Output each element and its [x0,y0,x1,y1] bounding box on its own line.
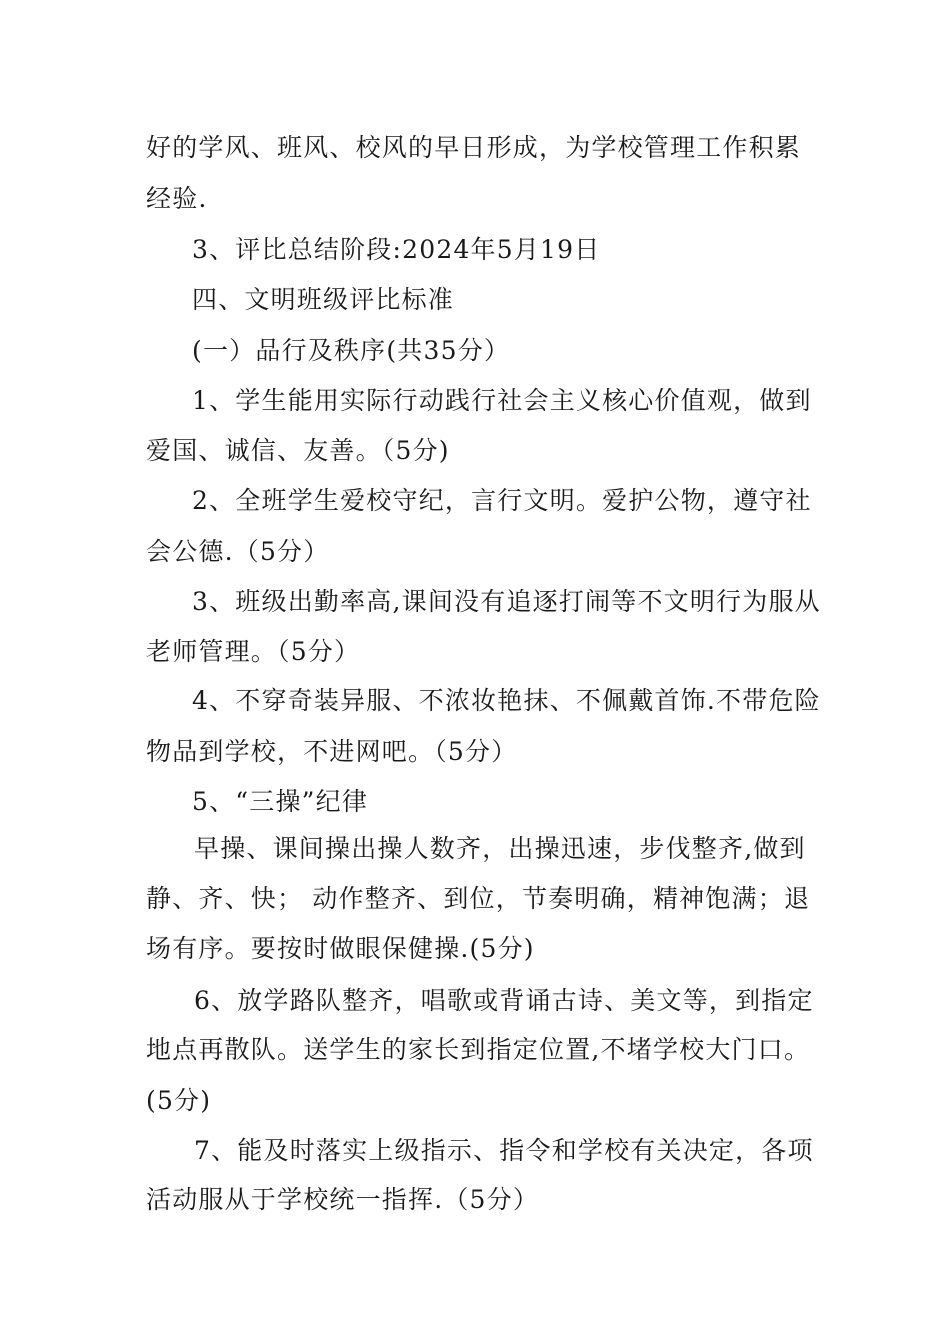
text-line: 会公德.（5分） [146,537,330,566]
text-line: 物品到学校，不进网吧。（5分） [146,737,518,766]
text-line: 经验. [146,184,208,213]
text-line: (5分) [146,1086,212,1115]
text-line: 活动服从于学校统一指挥.（5分） [146,1185,540,1214]
text-line: 静、齐、快； 动作整齐、到位，节奏明确，精神饱满；退 [146,884,811,913]
text-line: 老师管理。（5分） [146,637,361,666]
text-line: 早操、课间操出操人数齐，出操迅速，步伐整齐,做到 [194,834,806,863]
text-line: 4、不穿奇装异服、不浓妆艳抹、不佩戴首饰.不带危险 [192,686,821,715]
text-line: 3、评比总结阶段:2024年5月19日 [192,235,601,264]
text-line: 1、学生能用实际行动践行社会主义核心价值观，做到 [192,386,812,415]
text-line: 地点再散队。送学生的家长到指定位置,不堵学校大门口。 [146,1035,811,1064]
section-heading: 四、文明班级评比标准 [192,285,455,314]
text-line: 2、全班学生爱校守纪，言行文明。爱护公物，遵守社 [192,486,812,515]
text-line: 3、班级出勤率高,课间没有追逐打闹等不文明行为服从 [192,587,821,616]
text-line: 场有序。要按时做眼保健操.(5分) [146,934,535,963]
text-line: 好的学风、班风、校风的早日形成，为学校管理工作积累 [146,133,802,162]
subsection-heading: (一）品行及秩序(共35分） [192,336,511,365]
text-line: 5、“三操”纪律 [192,787,369,816]
text-line: 爱国、诚信、友善。（5分) [146,436,450,465]
text-line: 7、能及时落实上级指示、指令和学校有关决定，各项 [194,1136,814,1165]
text-line: 6、放学路队整齐，唱歌或背诵古诗、美文等，到指定 [194,986,814,1015]
